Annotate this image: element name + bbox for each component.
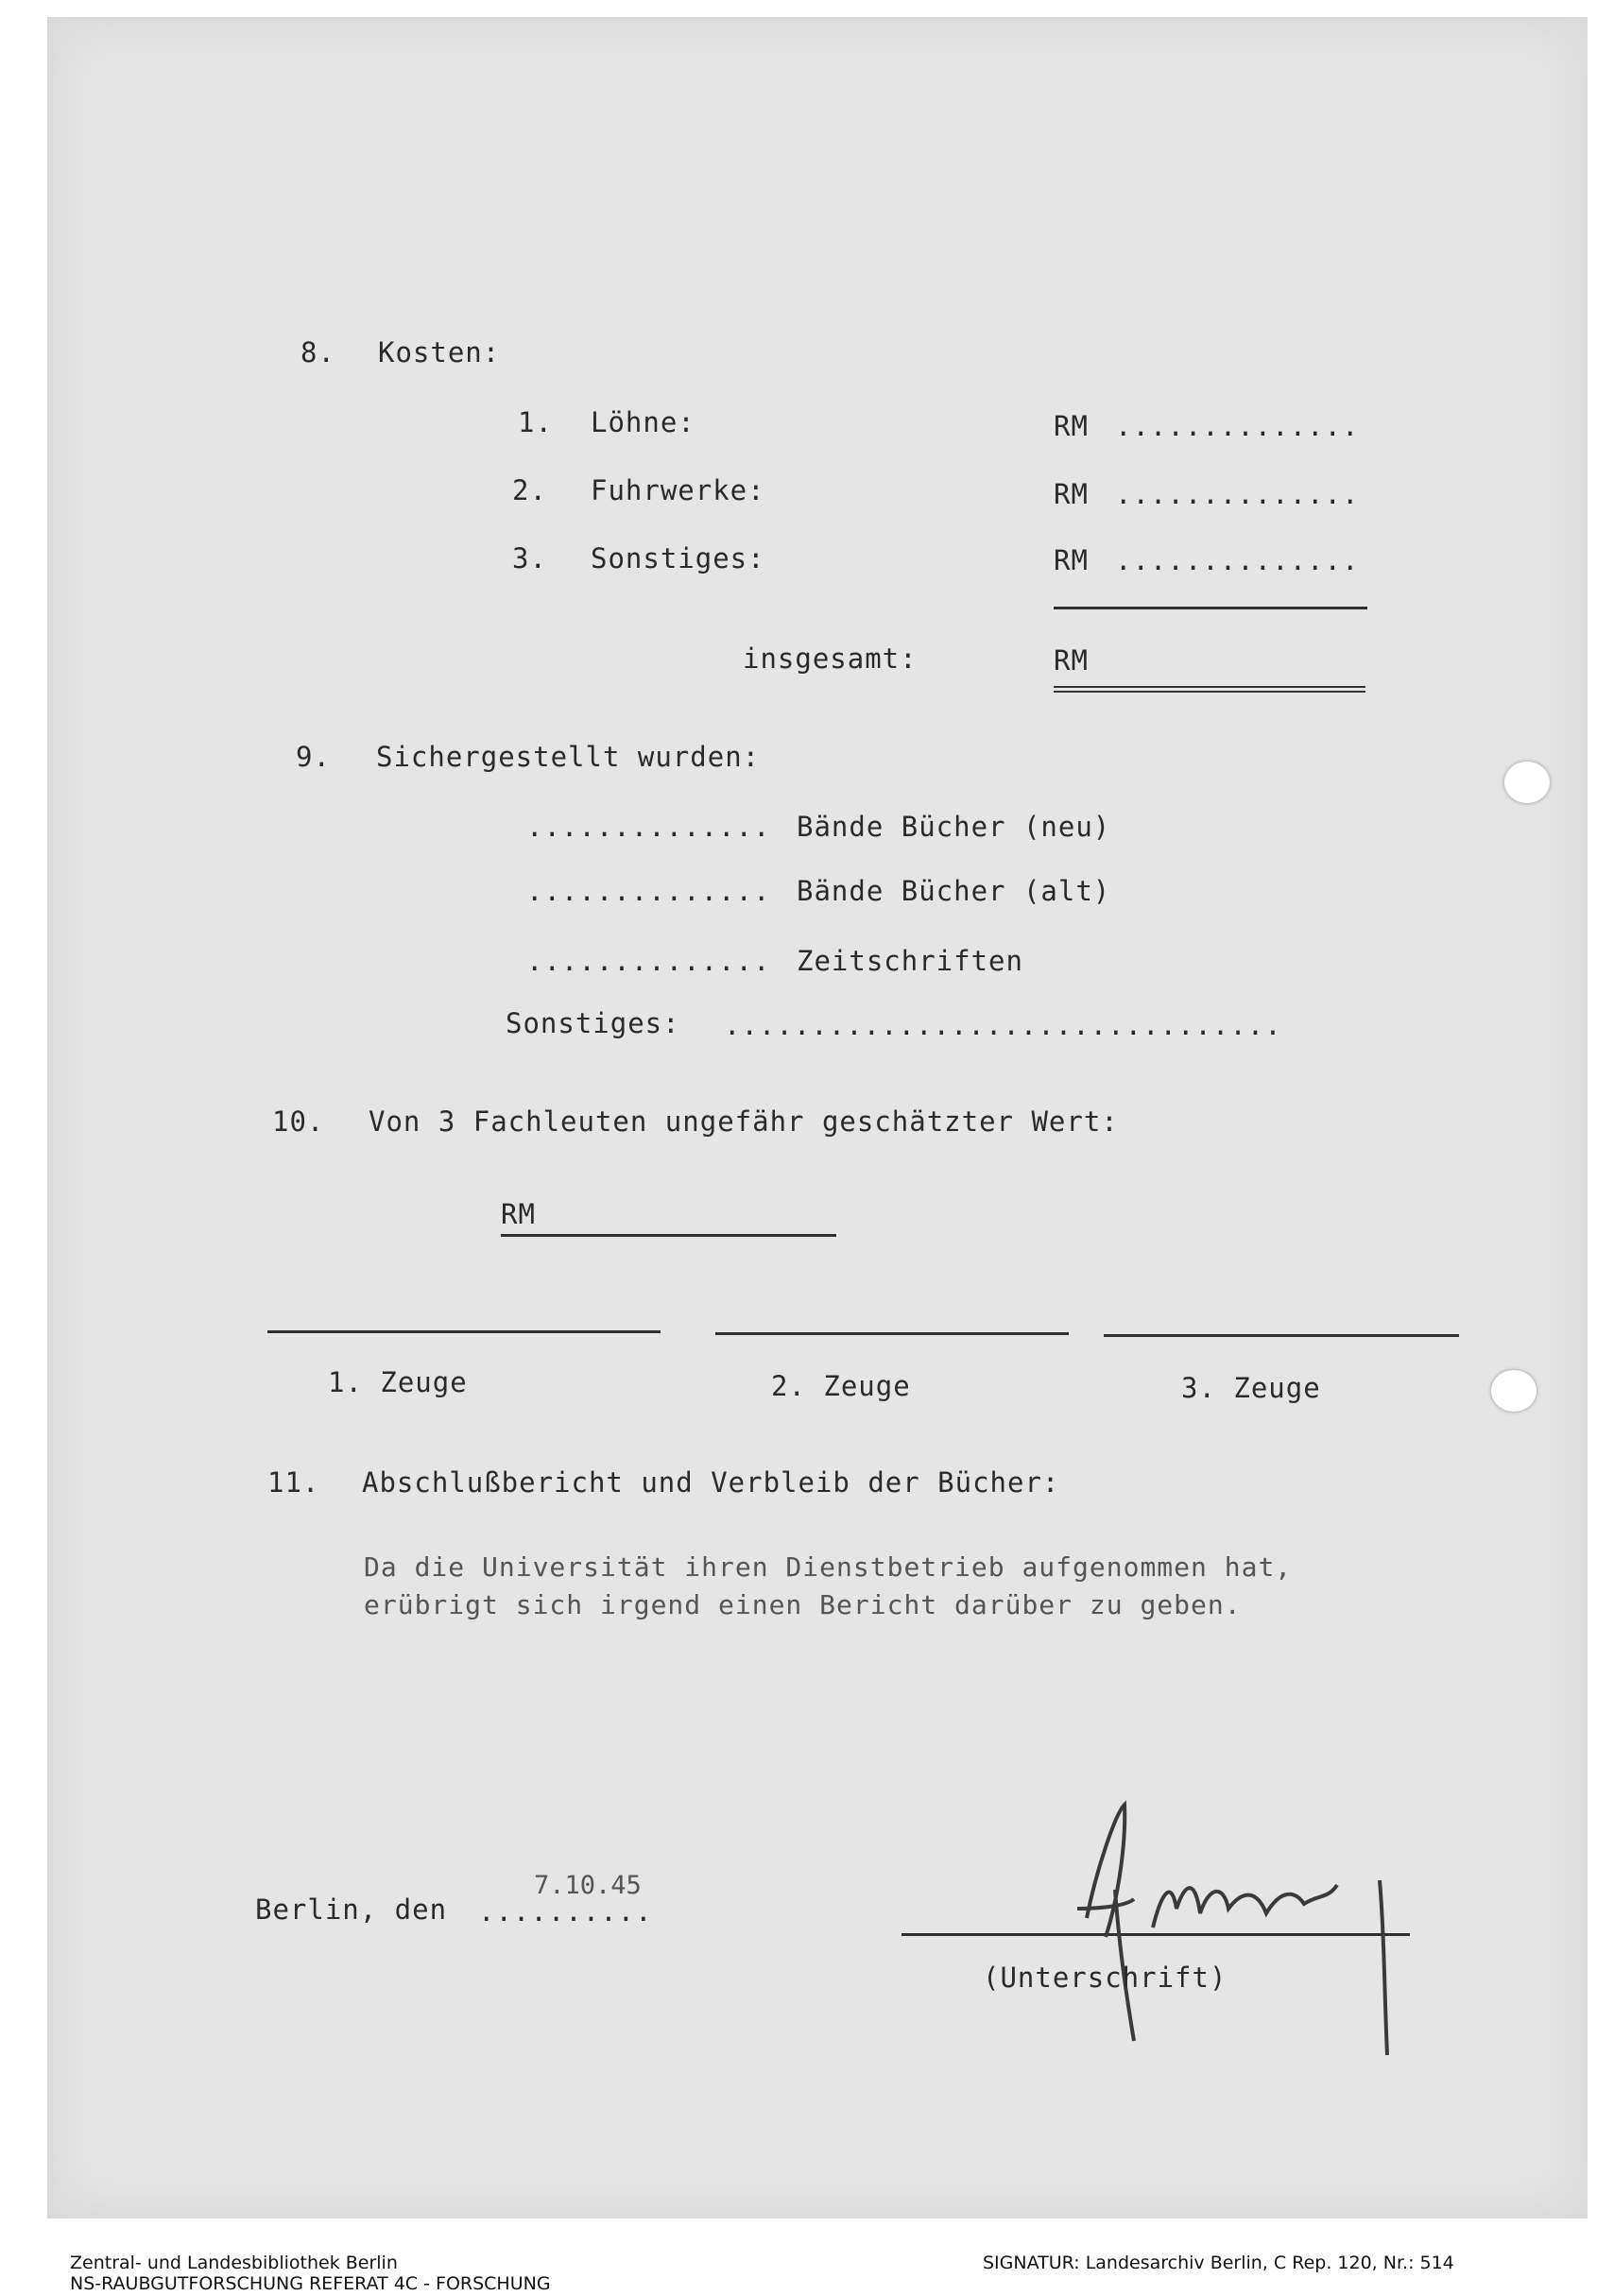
cost-item-number: 3. bbox=[512, 542, 547, 574]
total-currency: RM bbox=[1054, 644, 1089, 677]
cost-item-label: Fuhrwerke: bbox=[591, 474, 765, 506]
witness-signature-line bbox=[1104, 1334, 1459, 1337]
secured-other-dots: ................................ bbox=[724, 1009, 1282, 1041]
witness-label: 1. Zeuge bbox=[328, 1366, 468, 1398]
cost-item-label: Sonstiges: bbox=[591, 542, 765, 574]
cost-item-number: 1. bbox=[518, 406, 553, 438]
cost-item-currency: RM bbox=[1054, 410, 1089, 442]
footer-signature-ref: SIGNATUR: Landesarchiv Berlin, C Rep. 120, Nr.: 514 bbox=[983, 2253, 1454, 2273]
total-label: insgesamt: bbox=[743, 643, 918, 675]
section11-title: Abschlußbericht und Verbleib der Bücher: bbox=[362, 1466, 1060, 1499]
cost-item-dots: .............. bbox=[1115, 544, 1360, 576]
secured-dots: .............. bbox=[526, 811, 771, 843]
secured-label: Bände Bücher (alt) bbox=[797, 875, 1111, 907]
witness-label: 2. Zeuge bbox=[771, 1370, 911, 1402]
footer-department: NS-RAUBGUTFORSCHUNG REFERAT 4C - FORSCHUNG bbox=[70, 2273, 551, 2294]
cost-item-currency: RM bbox=[1054, 478, 1089, 510]
estimate-rule bbox=[501, 1234, 836, 1237]
section9-title: Sichergestellt wurden: bbox=[376, 741, 761, 773]
secured-label: Bände Bücher (neu) bbox=[797, 811, 1111, 843]
cost-item-number: 2. bbox=[512, 474, 547, 506]
footer-library: Zentral- und Landesbibliothek Berlin bbox=[70, 2253, 398, 2273]
secured-dots: .............. bbox=[526, 875, 771, 907]
witness-signature-line bbox=[267, 1330, 661, 1333]
report-text-line: Da die Universität ihren Dienstbetrieb aufgenommen hat, bbox=[364, 1551, 1293, 1583]
cost-item-currency: RM bbox=[1054, 544, 1089, 576]
section9-number: 9. bbox=[296, 741, 331, 773]
section10-title: Von 3 Fachleuten ungefähr geschätzter Wert: bbox=[369, 1105, 1119, 1138]
section8-title: Kosten: bbox=[378, 336, 501, 368]
punch-hole bbox=[1491, 1370, 1537, 1412]
secured-label: Zeitschriften bbox=[797, 945, 1023, 977]
handwritten-signature bbox=[1021, 1795, 1417, 2060]
place-label: Berlin, den bbox=[255, 1893, 448, 1926]
punch-hole bbox=[1504, 762, 1550, 803]
date-dots: .......... bbox=[478, 1895, 653, 1928]
subtotal-rule bbox=[1054, 607, 1367, 609]
report-text-line: erübrigt sich irgend einen Bericht darüber zu geben. bbox=[364, 1589, 1242, 1620]
date-value: 7.10.45 bbox=[534, 1871, 642, 1900]
section8-number: 8. bbox=[300, 336, 335, 368]
signature-caption: (Unterschrift) bbox=[983, 1962, 1228, 1994]
section11-number: 11. bbox=[267, 1466, 320, 1499]
secured-other-label: Sonstiges: bbox=[506, 1007, 680, 1039]
witness-signature-line bbox=[715, 1332, 1069, 1335]
cost-item-dots: .............. bbox=[1115, 410, 1360, 442]
total-double-rule bbox=[1054, 686, 1365, 693]
estimate-currency: RM bbox=[501, 1198, 536, 1230]
secured-dots: .............. bbox=[526, 945, 771, 977]
cost-item-label: Löhne: bbox=[591, 406, 695, 438]
witness-label: 3. Zeuge bbox=[1181, 1372, 1321, 1404]
cost-item-dots: .............. bbox=[1115, 478, 1360, 510]
section10-number: 10. bbox=[272, 1105, 325, 1138]
